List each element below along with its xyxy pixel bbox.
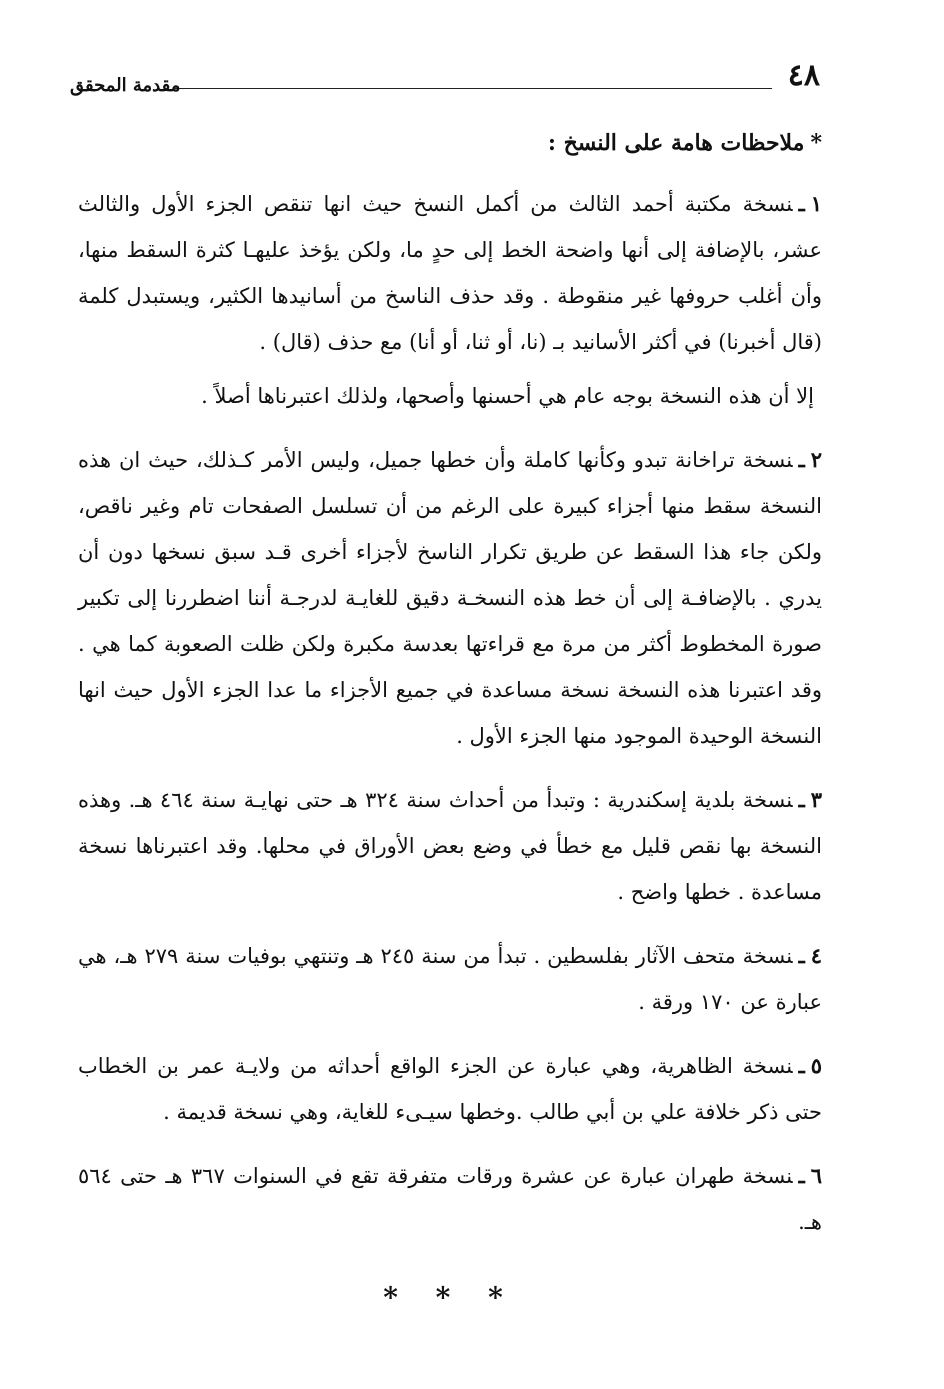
section-heading bbox=[78, 125, 822, 161]
note-separator: ـ bbox=[798, 1053, 805, 1078]
note-2 bbox=[78, 437, 822, 759]
end-ornament: * * * bbox=[383, 1281, 517, 1314]
note-text: نسخة تراخانة تبدو وكأنها كاملة وأن خطها جميل، وليس الأمر كـذلك، حيث ان هذه النسخة سقط منها أجزاء كبيرة على الرغم من أن تسلسل الصفحات تام وغير ناقص، ولكن جاء هذا السقط عن طريق تكرار الناسخ لأجزاء أخرى قـد سبق نسخها دون أن يدري . بالإضافـة إلى أن خط هذه النسخـة دقيق للغايـة لدرجـة أننا اضطررنا إلى تكبير صورة المخطوط أكثر من مرة مع قراءتها بعدسة مكبرة ولكن ظلت الصعوبة كما هي . وقد اعتبرنا هذه النسخة نسخة مساعدة في جميع الأجزاء ما عدا الجزء الأول حيث انها النسخة الوحيدة الموجود منها الجزء الأول . bbox=[78, 448, 822, 748]
note-number: ٣ bbox=[810, 787, 823, 812]
note-1 bbox=[78, 181, 822, 365]
section-heading-text: ملاحظات هامة على النسخ : bbox=[547, 130, 805, 156]
note-separator: ـ bbox=[798, 191, 805, 216]
note-number: ٢ bbox=[810, 447, 822, 472]
note-1-continuation: إلا أن هذه النسخة بوجه عام هي أحسنها وأصحها، ولذلك اعتبرناها أصلاً . bbox=[201, 384, 814, 408]
note-separator: ـ bbox=[798, 447, 805, 472]
note-3 bbox=[78, 777, 822, 915]
note-separator: ـ bbox=[798, 1163, 805, 1188]
note-number: ٦ bbox=[810, 1163, 822, 1188]
note-text: نسخة مكتبة أحمد الثالث من أكمل النسخ حيث انها تنقص الجزء الأول والثالث عشر، بالإضافة إلى أنها واضحة الخط إلى حدٍ ما، ولكن يؤخذ عليهـا كثرة السقط منها، وأن أغلب حروفها غير منقوطة . وقد حذف الناسخ من أسانيدها الكثير، ويستبدل كلمة (قال أخبرنا) في أكثر الأسانيد بـ (نا، أو ثنا، أو أنا) مع حذف (قال) . bbox=[78, 192, 822, 354]
header-rule bbox=[175, 88, 772, 89]
note-separator: ـ bbox=[798, 787, 805, 812]
note-text: نسخة الظاهرية، وهي عبارة عن الجزء الواقع أحداثه من ولايـة عمر بن الخطاب حتى ذكر خلافة علي بن أبي طالب .وخطها سيـىء للغاية، وهي نسخة قديمة . bbox=[78, 1054, 822, 1124]
note-number: ٥ bbox=[810, 1053, 822, 1078]
note-number: ١ bbox=[810, 191, 822, 216]
note-number: ٤ bbox=[810, 943, 822, 968]
note-text: نسخة متحف الآثار بفلسطين . تبدأ من سنة ٢٤٥ هـ وتنتهي بوفيات سنة ٢٧٩ هـ، هي عبارة عن ١٧٠ ورقة . bbox=[78, 944, 822, 1014]
note-6 bbox=[78, 1153, 822, 1245]
note-text: نسخة طهران عبارة عن عشرة ورقات متفرقة تقع في السنوات ٣٦٧ هـ حتى ٥٦٤ هـ. bbox=[78, 1164, 822, 1234]
running-title: مقدمة المحقق bbox=[70, 75, 181, 96]
page-header bbox=[70, 58, 820, 98]
note-text: نسخة بلدية إسكندرية : وتبدأ من أحداث سنة ٣٢٤ هـ حتى نهايـة سنة ٤٦٤ هـ. وهذه النسخة بها نقص قليل مع خطأ في وضع بعض الأوراق في محلها. وقد اعتبرناها نسخة مساعدة . خطها واضح . bbox=[78, 788, 822, 904]
note-5 bbox=[78, 1043, 822, 1135]
note-separator: ـ bbox=[798, 943, 805, 968]
page-body bbox=[78, 125, 822, 1314]
page-number: ٤٨ bbox=[787, 58, 820, 93]
asterisk-marker: * bbox=[810, 130, 822, 156]
note-4 bbox=[78, 933, 822, 1025]
